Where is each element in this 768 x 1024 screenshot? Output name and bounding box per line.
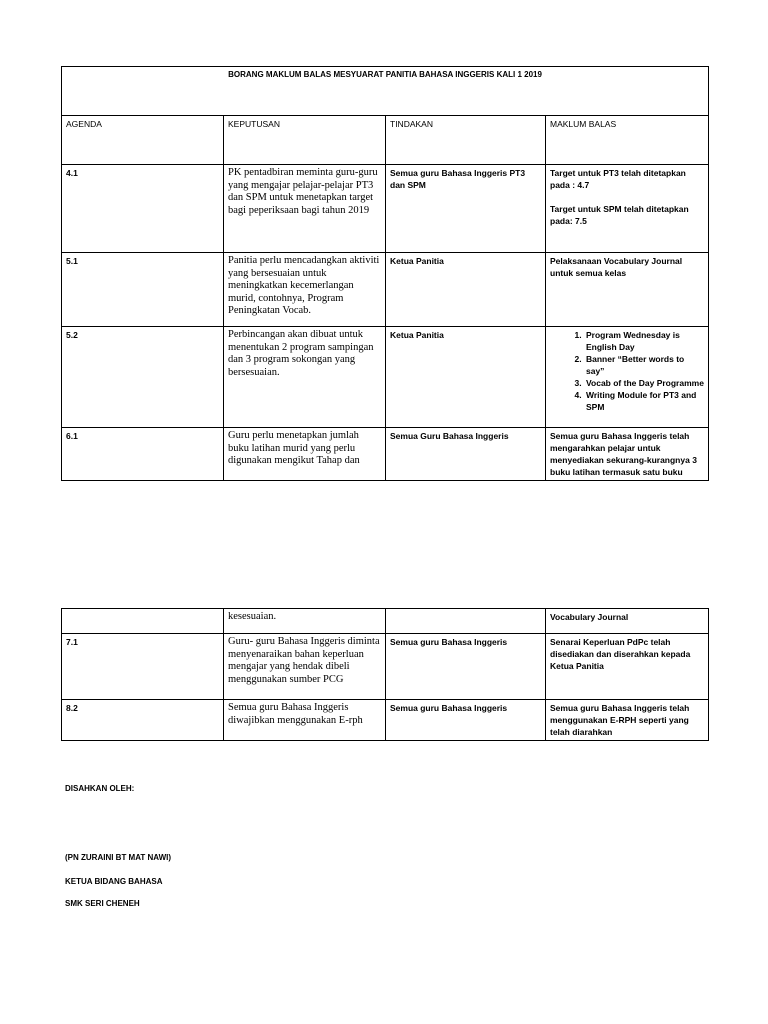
header-maklum-balas: MAKLUM BALAS xyxy=(546,116,709,165)
table-row xyxy=(62,165,709,253)
meeting-table-page1 xyxy=(61,66,709,481)
table-row xyxy=(62,609,709,634)
program-list xyxy=(550,329,704,413)
maklum-balas-cell: Vocabulary Journal xyxy=(546,609,709,634)
table-row xyxy=(62,253,709,327)
tindakan-cell: Semua Guru Bahasa Inggeris xyxy=(386,428,546,481)
signatory-name: (PN ZURAINI BT MAT NAWI) xyxy=(65,853,172,862)
tindakan-cell: Semua guru Bahasa Inggeris xyxy=(386,634,546,700)
table-row xyxy=(62,327,709,428)
maklum-balas-cell: Semua guru Bahasa Inggeris telah mengarahkan pelajar untuk menyediakan sekurang-kurangnya 3 buku latihan termasuk satu buku xyxy=(546,428,709,481)
table-row xyxy=(62,428,709,481)
tindakan-cell xyxy=(386,609,546,634)
header-row xyxy=(62,116,709,165)
tindakan-cell: Ketua Panitia xyxy=(386,253,546,327)
agenda-cell: 5.1 xyxy=(62,253,224,327)
maklum-balas-cell xyxy=(546,327,709,428)
keputusan-cell: PK pentadbiran meminta guru-guru yang mengajar pelajar-pelajar PT3 dan SPM untuk menetapkan target bagi peperiksaan bagi tahun 2019 xyxy=(224,165,386,253)
tindakan-cell: Ketua Panitia xyxy=(386,327,546,428)
keputusan-cell: Semua guru Bahasa Inggeris diwajibkan menggunakan E-rph xyxy=(224,700,386,741)
tindakan-cell: Semua guru Bahasa Inggeris PT3 dan SPM xyxy=(386,165,546,253)
tindakan-cell: Semua guru Bahasa Inggeris xyxy=(386,700,546,741)
agenda-cell: 6.1 xyxy=(62,428,224,481)
school-name: SMK SERI CHENEH xyxy=(65,899,140,908)
maklum-balas-cell: Senarai Keperluan PdPc telah disediakan dan diserahkan kepada Ketua Panitia xyxy=(546,634,709,700)
disahkan-label: DISAHKAN OLEH: xyxy=(65,784,135,793)
meeting-table-page2 xyxy=(61,608,709,741)
header-agenda: AGENDA xyxy=(62,116,224,165)
maklum-balas-cell xyxy=(546,165,709,253)
list-item: 1. Program Wednesday is English Day xyxy=(584,329,704,353)
maklum-balas-cell: Pelaksanaan Vocabulary Journal untuk semua kelas xyxy=(546,253,709,327)
maklum-balas-spm: Target untuk SPM telah ditetapkan pada: 7.5 xyxy=(550,204,689,226)
agenda-cell: 5.2 xyxy=(62,327,224,428)
header-tindakan: TINDAKAN xyxy=(386,116,546,165)
keputusan-cell: Panitia perlu mencadangkan aktiviti yang bersesuaian untuk meningkatkan kecemerlangan murid, contohnya, Program Peningkatan Vocab. xyxy=(224,253,386,327)
list-item: 3. Vocab of the Day Programme xyxy=(584,377,704,389)
keputusan-cell: Guru perlu menetapkan jumlah buku latihan murid yang perlu digunakan mengikut Tahap dan xyxy=(224,428,386,481)
table-row xyxy=(62,700,709,741)
agenda-cell: 4.1 xyxy=(62,165,224,253)
header-keputusan: KEPUTUSAN xyxy=(224,116,386,165)
keputusan-cell: Perbincangan akan dibuat untuk menentukan 2 program sampingan dan 3 program sokongan yang bersesuaian. xyxy=(224,327,386,428)
keputusan-cell: Guru- guru Bahasa Inggeris diminta menyenaraikan bahan keperluan mengajar yang hendak dibeli menggunakan sumber PCG xyxy=(224,634,386,700)
list-item: 2. Banner “Better words to say” xyxy=(584,353,704,377)
agenda-cell xyxy=(62,609,224,634)
maklum-balas-pt3: Target untuk PT3 telah ditetapkan pada : 4.7 xyxy=(550,168,686,190)
agenda-cell: 8.2 xyxy=(62,700,224,741)
signatory-position: KETUA BIDANG BAHASA xyxy=(65,877,163,886)
table-row xyxy=(62,634,709,700)
agenda-cell: 7.1 xyxy=(62,634,224,700)
maklum-balas-cell: Semua guru Bahasa Inggeris telah menggunakan E-RPH seperti yang telah diarahkan xyxy=(546,700,709,741)
table-title: BORANG MAKLUM BALAS MESYUARAT PANITIA BAHASA INGGERIS KALI 1 2019 xyxy=(62,67,709,116)
list-item: 4. Writing Module for PT3 and SPM xyxy=(584,389,704,413)
keputusan-cell: kesesuaian. xyxy=(224,609,386,634)
